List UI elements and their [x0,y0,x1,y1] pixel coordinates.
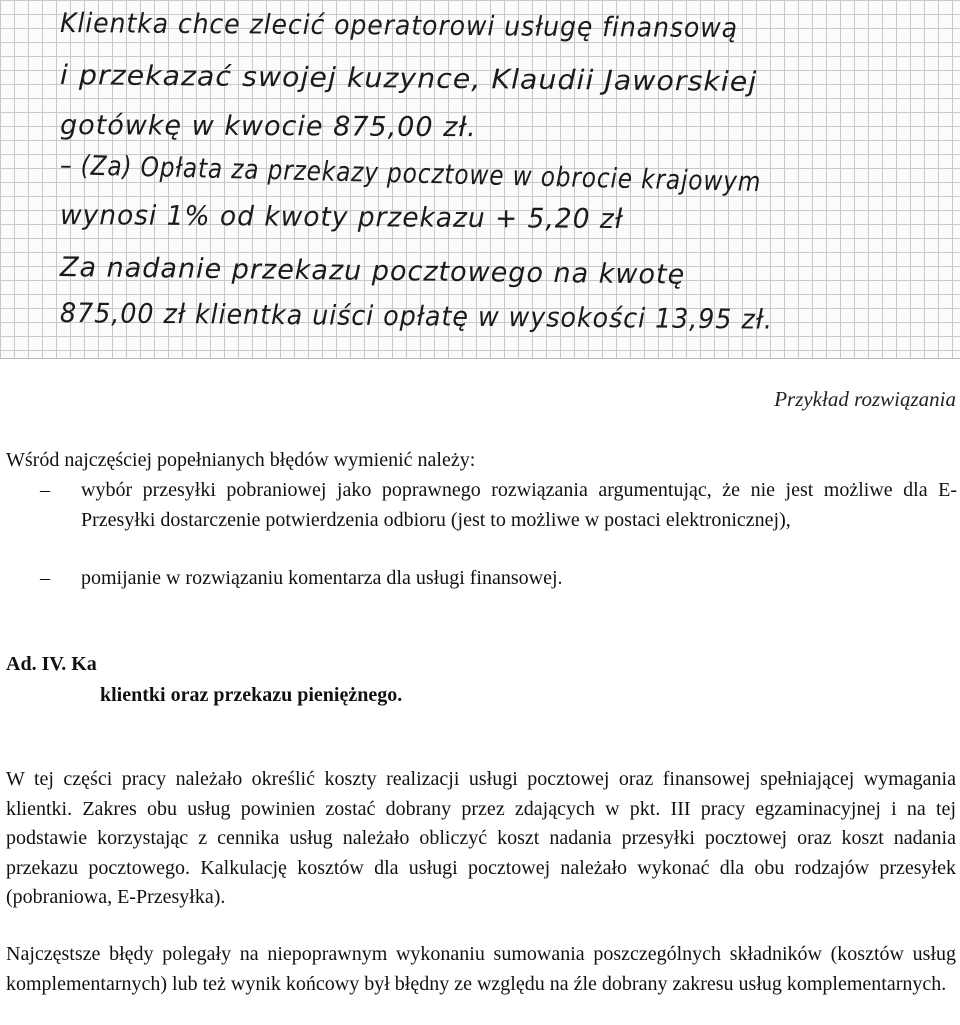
errors-intro: Wśród najczęściej popełnianych błędów wymienić należy: [6,449,476,471]
handwritten-line: 875,00 zł klientka uiści opłatę w wysokości 13,95 zł. [59,298,774,336]
section-heading: Ad. IV. Ka [6,653,97,675]
handwritten-line: wynosi 1% od kwoty przekazu + 5,20 zł [59,200,624,236]
handwritten-line: – (Za) Opłata za przekazy pocztowe w obrocie krajowym [59,150,762,199]
handwritten-line: gotówkę w kwocie 875,00 zł. [59,110,477,144]
dash-bullet: – [40,479,50,501]
example-caption: Przykład rozwiązania [774,387,956,411]
handwritten-line: Za nadanie przekazu pocztowego na kwotę [59,252,686,291]
list-item-text: pomijanie w rozwiązaniu komentarza dla usługi finansowej. [81,567,563,589]
section-heading-continued: klientki oraz przekazu pieniężnego. [100,684,403,706]
dash-bullet: – [40,567,50,589]
handwritten-line: i przekazać swojej kuzynce, Klaudii Jaworskiej [59,60,758,98]
body-paragraph: Najczęstsze błędy polegały na niepoprawnym wykonaniu sumowania poszczególnych składników (kosztów usług komplementarnych) lub też wynik końcowy był błędny ze względu na źle dobrany zakresu usług komplementarnych. [6,943,956,995]
list-item-text: wybór przesyłki pobraniowej jako poprawnego rozwiązania argumentując, że nie jest możliwe dla E-Przesyłki dostarczenie potwierdzenia odbioru (jest to możliwe w postaci elektronicznej), [81,479,957,531]
handwritten-line: Klientka chce zlecić operatorowi usługę finansową [59,8,739,45]
handwritten-solution-image [0,0,960,359]
body-paragraph: W tej części pracy należało określić koszty realizacji usługi pocztowej oraz finansowej spełniającej wymagania klientki. Zakres obu usług powinien zostać dobrany przez zdających w pkt. III pracy egzaminacyjnej i na tej podstawie korzystając z cennika usług należało obliczyć koszt nadania przesyłki pocztowej oraz koszt nadania przekazu pocztowego. Kalkulację kosztów dla usługi pocztowej należało wykonać dla obu rodzajów przesyłek (pobraniowa, E-Przesyłka). [6,768,956,908]
